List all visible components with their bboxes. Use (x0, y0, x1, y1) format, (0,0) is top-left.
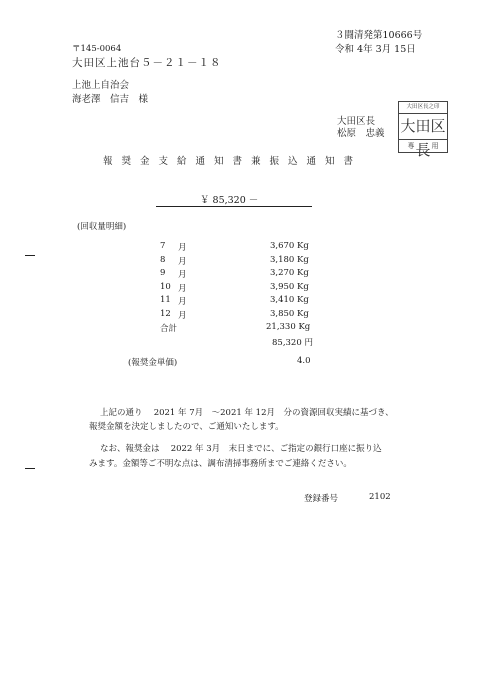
total-label: 合計 (160, 324, 178, 334)
row-month: 12 (160, 309, 171, 319)
row-month-unit: 月 (178, 311, 187, 321)
row-value: 3,850 Kg (270, 309, 309, 319)
margin-mark (25, 468, 35, 469)
row-month-unit: 月 (178, 243, 187, 253)
row-month-unit: 月 (178, 297, 187, 307)
amount-underline (156, 206, 312, 207)
seal-bottom (399, 139, 447, 153)
row-month: 8 (160, 255, 166, 265)
row-month-unit: 月 (178, 257, 187, 267)
body-line-3: なお、報奨金は 2022 年 3月 末日までに、ご指定の銀行口座に振り込 (100, 444, 382, 454)
row-value: 3,410 Kg (270, 295, 309, 305)
registration-number: 2102 (369, 492, 391, 502)
body-line-1: 上記の通り 2021 年 7月 ～2021 年 12月 分の資源回収実績に基づき、 (100, 408, 394, 418)
document-title: 報奨金支給通知書兼振込通知書 (103, 156, 363, 167)
seal-top-text: 大田区長之印 (399, 102, 447, 114)
row-value: 3,950 Kg (270, 282, 309, 292)
recipient-address: 大田区上池台５－２１－１８ (72, 57, 222, 69)
margin-mark (25, 255, 35, 256)
unit-price-label: (報奨金単価) (128, 358, 178, 368)
body-line-2: 報奨金額を決定しましたので、ご通知いたします。 (89, 422, 284, 432)
payment-amount: ￥ 85,320 － (200, 195, 259, 206)
registration-label: 登録番号 (304, 494, 339, 504)
recipient-organization: 上池上自治会 (72, 80, 130, 91)
row-month-unit: 月 (178, 284, 187, 294)
row-month: 7 (160, 241, 166, 251)
detail-heading: (回収量明細) (77, 222, 127, 232)
row-month-unit: 月 (178, 270, 187, 280)
recipient-name: 海老澤 信吉 様 (72, 94, 149, 105)
body-line-4: みます。金額等ご不明な点は、調布清掃事務所までご連絡ください。 (89, 459, 352, 469)
seal-main-text: 大田区長 (400, 117, 446, 159)
row-value: 3,270 Kg (270, 268, 309, 278)
row-value: 3,670 Kg (270, 241, 309, 251)
official-seal (398, 101, 448, 159)
seal-bottom-left: 専 (407, 142, 415, 150)
reference-number: ３闘清発第10666号 (335, 30, 423, 41)
unit-price-value: 4.0 (297, 356, 311, 366)
sender-title: 大田区長 (337, 116, 376, 127)
row-month: 11 (160, 295, 171, 305)
total-weight: 21,330 Kg (266, 322, 311, 332)
row-month: 9 (160, 268, 166, 278)
row-value: 3,180 Kg (270, 255, 309, 265)
issue-date: 令和 4年 3月 15日 (335, 44, 416, 55)
seal-bottom-right: 用 (431, 142, 439, 150)
row-month: 10 (160, 282, 171, 292)
sender-name: 松原 忠義 (337, 128, 385, 139)
postal-code: 〒145-0064 (72, 44, 122, 54)
total-yen: 85,320 円 (272, 338, 313, 348)
